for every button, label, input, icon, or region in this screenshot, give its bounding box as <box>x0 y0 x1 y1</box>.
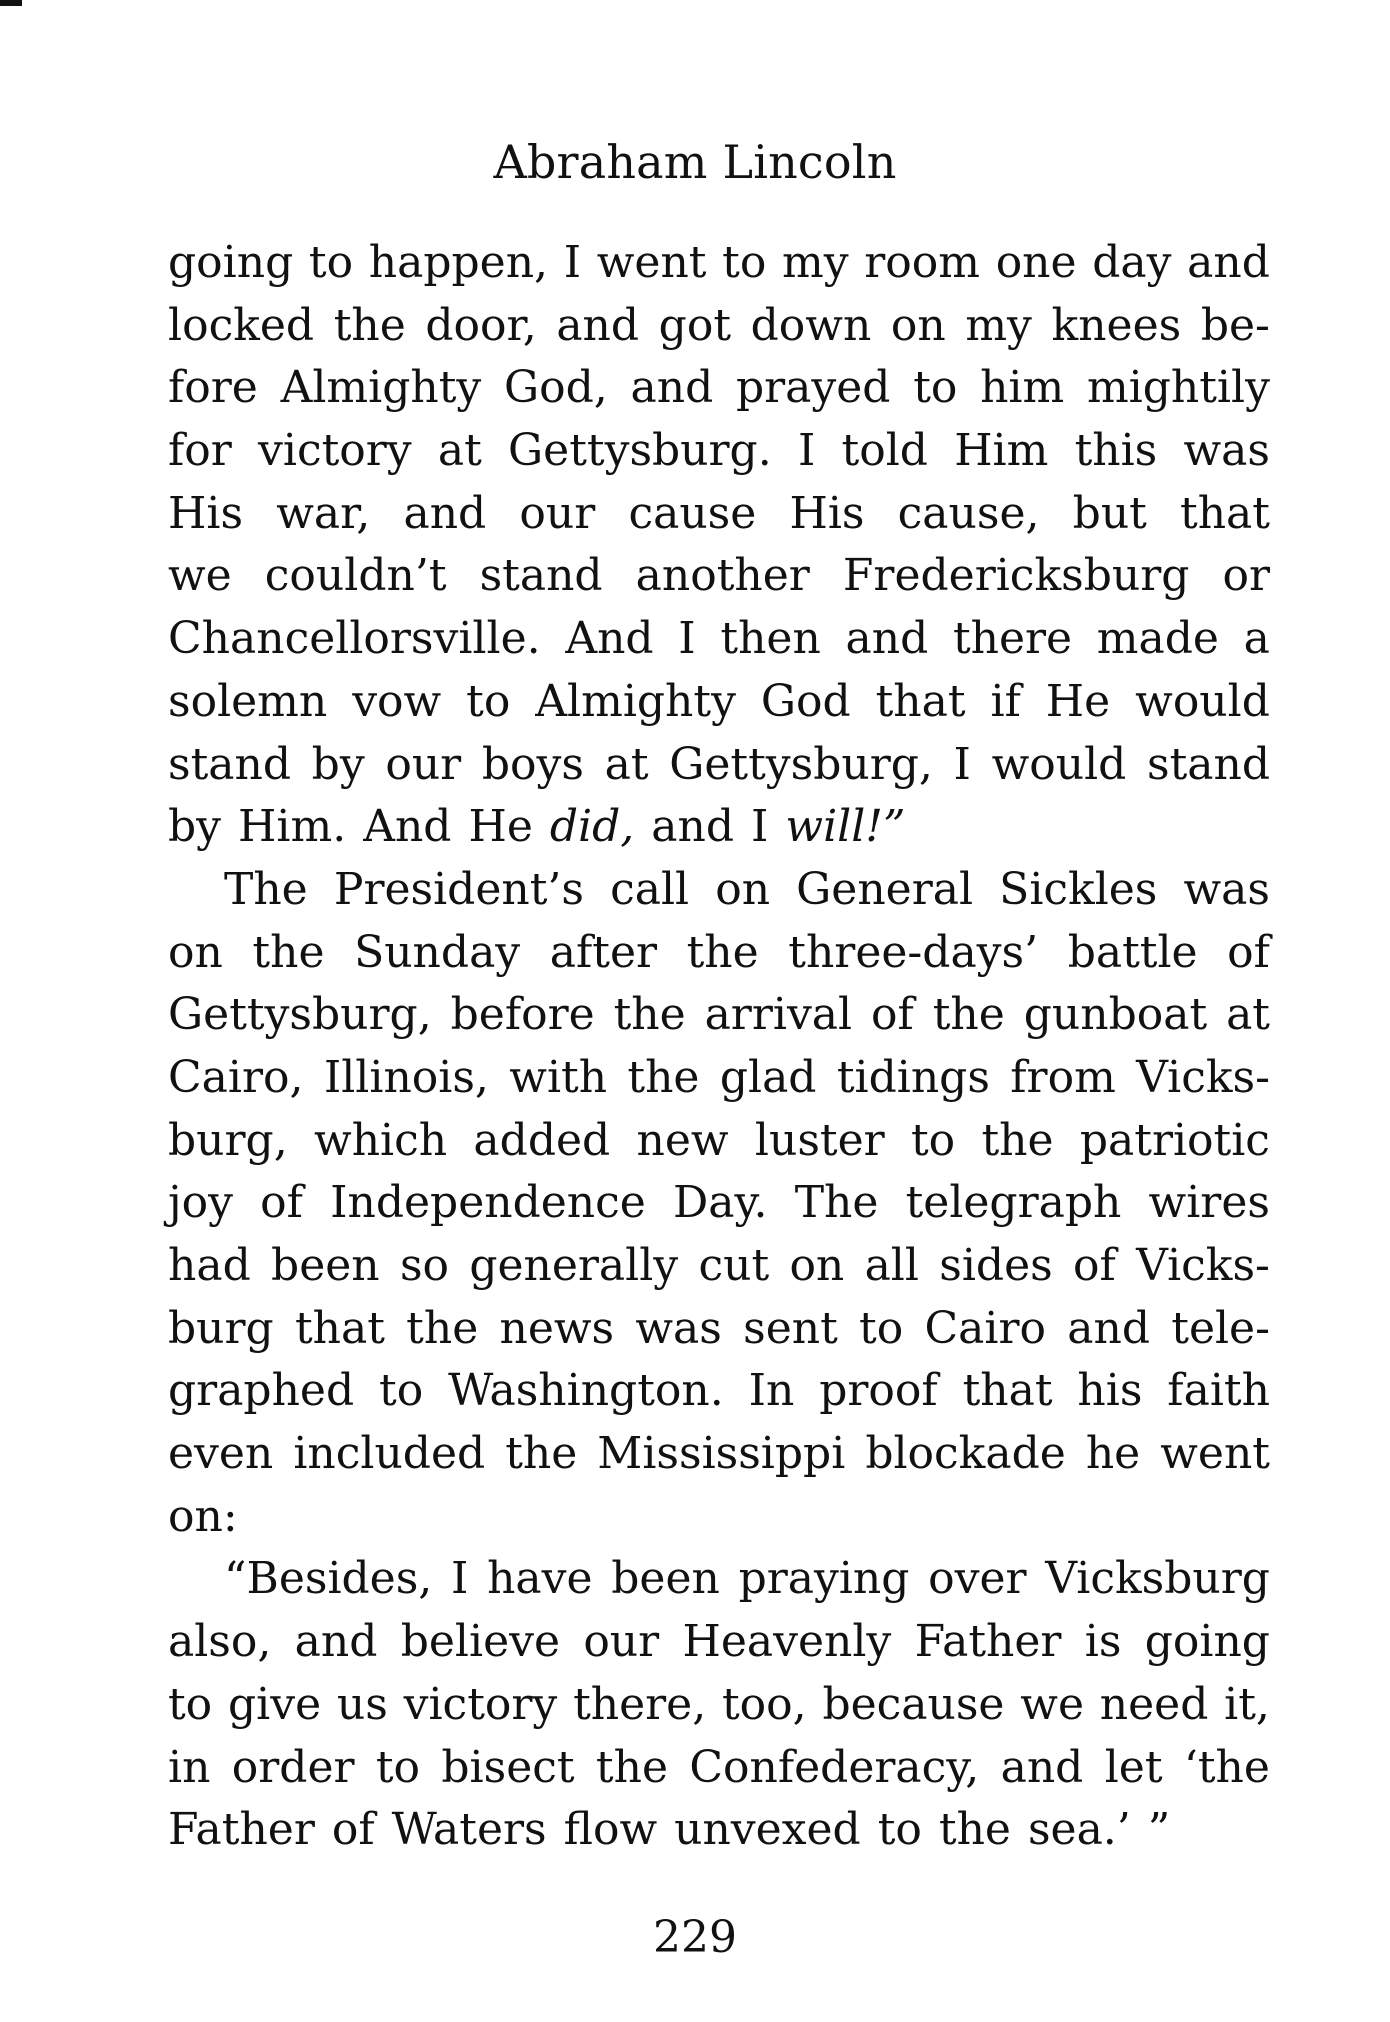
word: happen, <box>368 237 549 288</box>
word: be- <box>1200 299 1270 351</box>
word: our <box>519 487 596 539</box>
page-number: 229 <box>653 1912 737 1963</box>
word: of <box>1227 926 1270 978</box>
word: one <box>995 237 1077 288</box>
word: because <box>822 1678 1005 1730</box>
word: by <box>311 738 365 790</box>
word: glad <box>719 1051 817 1103</box>
word: Gettysburg, <box>168 989 432 1041</box>
word: on: <box>168 1490 238 1542</box>
word: to <box>722 237 767 288</box>
word: and <box>651 801 735 853</box>
word: Cairo <box>924 1302 1046 1354</box>
text-line <box>168 295 1270 358</box>
word: which <box>314 1114 448 1166</box>
word: Him <box>954 425 1049 477</box>
word: ‘the <box>1183 1741 1270 1793</box>
word: Day. <box>673 1177 768 1229</box>
word: the <box>505 1428 578 1480</box>
text-line <box>168 1548 1270 1611</box>
word: arrival <box>704 989 853 1041</box>
word: generally <box>469 1240 679 1291</box>
word: of <box>260 1177 303 1229</box>
word: told <box>841 425 928 477</box>
text-line <box>168 671 1270 734</box>
word: him <box>980 362 1065 414</box>
word: this <box>1074 425 1158 477</box>
word: or <box>1222 550 1270 602</box>
word: and <box>630 362 714 414</box>
word: down <box>750 299 872 351</box>
text-line <box>168 1298 1270 1361</box>
word: Sickles <box>999 863 1158 915</box>
word: to <box>859 1302 904 1354</box>
word: stand <box>479 550 603 602</box>
word: news <box>499 1302 615 1354</box>
word: and <box>1187 237 1270 288</box>
word: tele- <box>1171 1302 1270 1354</box>
word: fore <box>168 362 258 414</box>
word: was <box>1183 425 1270 477</box>
word: our <box>583 1616 660 1668</box>
word: Washington. <box>448 1365 724 1417</box>
word: to <box>466 675 511 727</box>
word: Gettysburg, <box>669 738 933 790</box>
word: by <box>168 801 222 853</box>
word: all <box>864 1240 919 1291</box>
word: of <box>871 989 914 1041</box>
word: The <box>224 863 308 915</box>
word: The <box>794 1177 879 1229</box>
word: on <box>715 863 771 915</box>
word: at <box>1226 989 1270 1041</box>
word: I <box>797 425 816 477</box>
word: call <box>610 863 690 915</box>
word: I <box>751 801 769 853</box>
word: went <box>596 237 707 288</box>
word: will!” <box>785 801 906 853</box>
text-line <box>168 483 1270 546</box>
word: to <box>375 1741 421 1793</box>
word: need <box>1099 1678 1209 1730</box>
word: Almighty <box>535 675 736 727</box>
word: burg, <box>168 1114 288 1166</box>
word: the <box>981 1114 1054 1166</box>
body-text <box>168 232 1270 1862</box>
word: And <box>565 613 654 665</box>
word: new <box>636 1114 729 1166</box>
word: that <box>875 675 966 727</box>
scan-edge-mark <box>0 0 22 6</box>
word: give <box>227 1678 322 1730</box>
word: room <box>864 237 981 288</box>
word: to <box>168 1678 213 1730</box>
word: Gettysburg. <box>508 425 772 477</box>
text-line <box>168 1360 1270 1423</box>
word: would <box>1135 675 1270 727</box>
text-line <box>168 1674 1270 1737</box>
word: if <box>990 675 1021 727</box>
word: sent <box>743 1302 838 1354</box>
word: Vicks- <box>1136 1240 1270 1291</box>
text-line <box>168 1486 1270 1549</box>
word: the <box>938 1804 1011 1856</box>
word: Heavenly <box>682 1616 892 1668</box>
word: my <box>965 299 1032 351</box>
text-line <box>168 420 1270 483</box>
word: cause, <box>897 487 1040 539</box>
word: burg <box>168 1302 274 1354</box>
word: from <box>1010 1051 1116 1103</box>
word: we <box>1020 1678 1084 1730</box>
word: let <box>1104 1741 1163 1793</box>
word: I <box>451 1553 469 1605</box>
word: on <box>168 926 223 978</box>
word: to <box>877 1804 922 1856</box>
word: been <box>271 1240 380 1291</box>
word: over <box>928 1553 1027 1605</box>
word: knees <box>1051 299 1182 351</box>
word: couldn’t <box>264 550 447 602</box>
word: with <box>509 1051 608 1103</box>
word: day <box>1092 237 1172 288</box>
word: had <box>168 1240 251 1291</box>
word: that <box>1180 487 1270 539</box>
word: and <box>403 487 487 539</box>
word: God <box>760 675 851 727</box>
word: boys <box>481 738 584 790</box>
word: believe <box>400 1616 561 1668</box>
word: we <box>168 550 232 602</box>
word: and <box>1000 1741 1084 1793</box>
text-line <box>168 1611 1270 1674</box>
word: the <box>595 1741 668 1793</box>
word: even <box>168 1428 274 1480</box>
word: prayed <box>735 362 891 414</box>
word: locked <box>168 299 315 351</box>
word: and <box>845 613 929 665</box>
word: Waters <box>391 1804 547 1856</box>
word: victory <box>258 425 412 477</box>
word: to <box>379 1365 424 1417</box>
word: of <box>331 1804 375 1856</box>
word: flow <box>563 1804 658 1856</box>
word: he <box>1085 1428 1141 1480</box>
text-line <box>168 357 1270 420</box>
word: Illinois, <box>323 1051 489 1103</box>
word: but <box>1072 487 1147 539</box>
word: unvexed <box>674 1804 861 1856</box>
word: our <box>385 738 462 790</box>
text-line <box>168 984 1270 1047</box>
word: ” <box>1147 1804 1171 1856</box>
word: the <box>333 299 406 351</box>
word: Sunday <box>354 926 521 978</box>
text-line <box>168 1235 1270 1298</box>
word: the <box>613 989 686 1041</box>
word: going <box>168 237 294 288</box>
word: stand <box>1146 738 1270 790</box>
word: included <box>293 1428 486 1480</box>
word: his <box>1077 1365 1143 1417</box>
word: and <box>1067 1302 1150 1354</box>
word: door, <box>425 299 537 351</box>
text-line <box>168 1799 1270 1862</box>
word: patriotic <box>1079 1114 1270 1166</box>
word: the <box>932 989 1005 1041</box>
word: have <box>487 1553 593 1605</box>
word: His <box>168 487 244 539</box>
text-line <box>168 232 1270 295</box>
word: that <box>294 1302 385 1354</box>
word: too, <box>721 1678 807 1730</box>
word: Independence <box>330 1177 646 1229</box>
word: Father <box>914 1616 1062 1668</box>
word: Chancellorsville. <box>168 613 541 665</box>
word: in <box>168 1741 211 1793</box>
word: also, <box>168 1616 272 1668</box>
word: sides <box>939 1240 1053 1291</box>
word: Fredericksburg <box>842 550 1190 602</box>
word: vow <box>352 675 442 727</box>
word: In <box>748 1365 795 1417</box>
word: Him. <box>238 801 347 853</box>
word: Confederacy, <box>689 1741 980 1793</box>
word: another <box>635 550 810 602</box>
text-line <box>168 1737 1270 1800</box>
word: made <box>1096 613 1219 665</box>
word: there <box>952 613 1073 665</box>
word: to <box>913 362 958 414</box>
word: praying <box>738 1553 910 1605</box>
word: us <box>336 1678 388 1730</box>
word: before <box>450 989 595 1041</box>
word: war, <box>276 487 371 539</box>
word: blockade <box>865 1428 1066 1480</box>
word: on <box>890 299 946 351</box>
word: joy <box>168 1177 233 1229</box>
text-line <box>168 545 1270 608</box>
word: stand <box>168 738 291 790</box>
word: tidings <box>836 1051 990 1103</box>
word: a <box>1243 613 1270 665</box>
word: three-days’ <box>788 926 1039 978</box>
word: would <box>991 738 1127 790</box>
word: Almighty <box>280 362 482 414</box>
word: the <box>406 1302 479 1354</box>
word: battle <box>1067 926 1198 978</box>
word: to <box>308 237 354 288</box>
word: there, <box>573 1678 707 1730</box>
word: He <box>468 801 533 853</box>
word: victory <box>403 1678 558 1730</box>
word: luster <box>754 1114 885 1166</box>
text-line <box>168 1423 1270 1486</box>
word: sea.’ <box>1027 1804 1131 1856</box>
word: faith <box>1167 1365 1270 1417</box>
text-line <box>168 734 1270 797</box>
word: was <box>635 1302 722 1354</box>
word: did, <box>549 801 635 853</box>
word: General <box>796 863 974 915</box>
word: my <box>782 237 849 288</box>
word: Father <box>168 1804 315 1856</box>
word: went <box>1160 1428 1270 1480</box>
word: cause <box>628 487 757 539</box>
word: And <box>363 801 452 853</box>
word: Mississippi <box>597 1428 846 1480</box>
word: is <box>1084 1616 1122 1668</box>
word: proof <box>819 1365 938 1417</box>
word: and <box>294 1616 378 1668</box>
word: I <box>953 738 971 790</box>
text-line <box>168 796 1270 859</box>
word: been <box>611 1553 720 1605</box>
word: solemn <box>168 675 328 727</box>
word: on <box>789 1240 845 1291</box>
word: of <box>1072 1240 1116 1291</box>
text-line <box>168 1047 1270 1110</box>
word: so <box>399 1240 450 1291</box>
word: God, <box>503 362 608 414</box>
word: for <box>168 425 232 477</box>
text-line <box>168 1110 1270 1173</box>
word: the <box>686 926 759 978</box>
word: telegraph <box>905 1177 1122 1229</box>
word: gunboat <box>1023 989 1208 1041</box>
word: that <box>962 1365 1053 1417</box>
word: Vicks- <box>1136 1051 1270 1103</box>
word: going <box>1144 1616 1270 1668</box>
word: and <box>556 299 640 351</box>
word: He <box>1045 675 1111 727</box>
word: graphed <box>168 1365 355 1417</box>
word: bisect <box>441 1741 575 1793</box>
word: Cairo, <box>168 1051 304 1103</box>
running-head: Abraham Lincoln <box>493 135 897 189</box>
word: the <box>252 926 325 978</box>
word: then <box>720 613 821 665</box>
word: the <box>627 1051 700 1103</box>
word: President’s <box>333 863 584 915</box>
text-line <box>168 608 1270 671</box>
word: order <box>231 1741 355 1793</box>
word: added <box>473 1114 611 1166</box>
word: Vicksburg <box>1045 1553 1270 1605</box>
word: cut <box>698 1240 770 1291</box>
word: it, <box>1224 1678 1270 1730</box>
word: wires <box>1148 1177 1270 1229</box>
word: after <box>549 926 658 978</box>
word: I <box>678 613 696 665</box>
text-line <box>168 1172 1270 1235</box>
word: at <box>604 738 649 790</box>
text-line <box>168 859 1270 922</box>
word: to <box>910 1114 956 1166</box>
word: mightily <box>1086 362 1270 414</box>
word: I <box>563 237 582 288</box>
word: “Besides, <box>224 1553 433 1605</box>
word: His <box>789 487 865 539</box>
text-line <box>168 922 1270 985</box>
word: was <box>1183 863 1270 915</box>
word: got <box>658 299 732 351</box>
word: at <box>437 425 482 477</box>
